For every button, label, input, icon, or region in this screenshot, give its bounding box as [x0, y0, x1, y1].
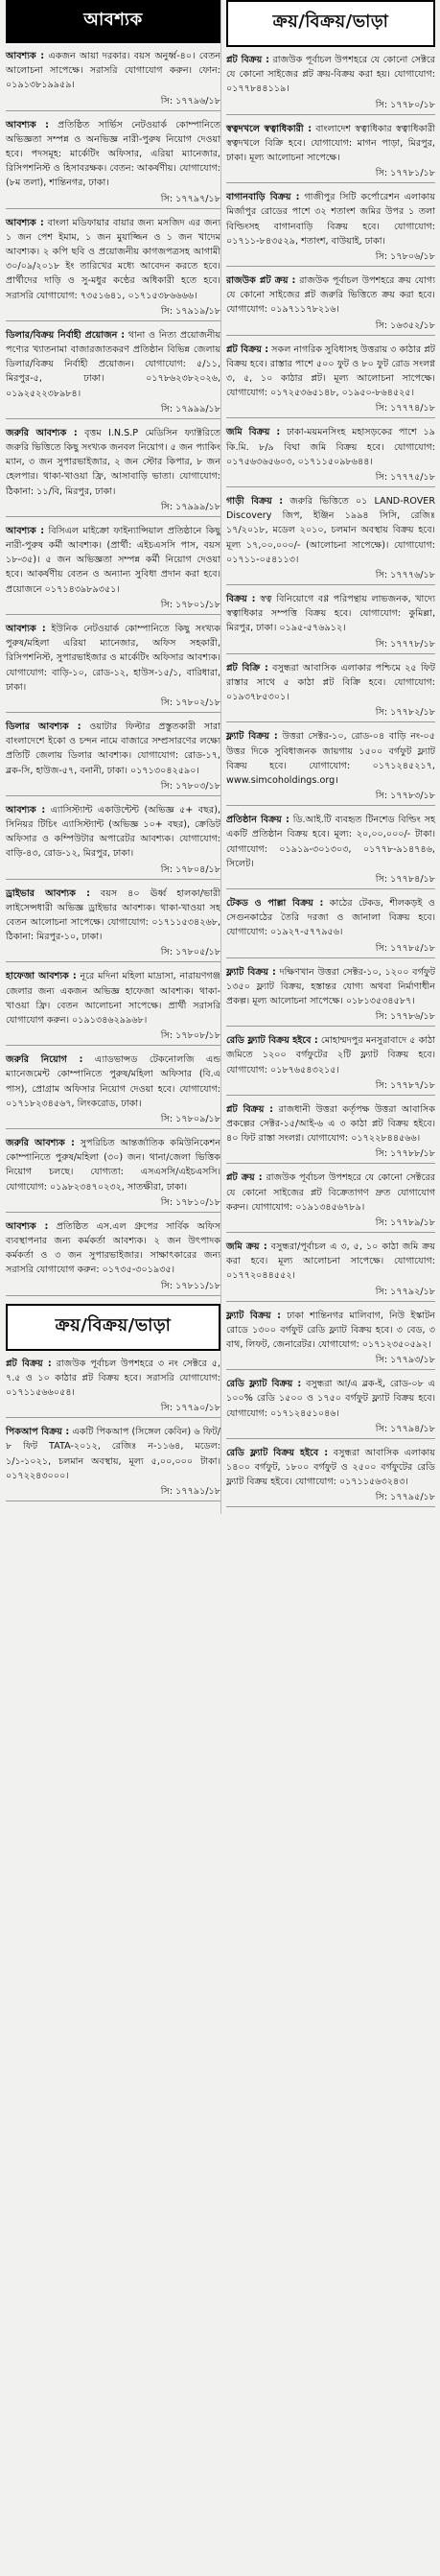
classified-ad	[226, 1170, 435, 1233]
ad-reference: সি: ১৭৭৮৩/১৮	[375, 791, 435, 802]
classified-ad	[6, 328, 220, 419]
ad-body: সুপরিচিত আন্তর্জাতিক কমিউনিকেশন কোম্পানিতে পুরুষ/মহিলা (৩০) জন। থানা/জেলা ভিত্তিক নিয়োগ চলছে। যোগ্যতা: এসএসসি/এইচএসসি। যোগাযোগ: ০১৯৮২৩৪৭০২৩২, সাতক্ষীরা, ঢাকা।	[6, 1137, 220, 1193]
classified-ad	[6, 118, 220, 209]
ad-text	[226, 190, 435, 248]
ad-divider	[226, 1026, 435, 1027]
ad-text	[6, 49, 220, 93]
ad-reference: সি: ১৭৮০৮/১৮	[160, 1030, 220, 1042]
ad-body: দক্ষিণখান উত্তরা সেক্টর-১০, ১২০০ বর্গফুট ১৩৫০ ফ্ল্যাট বিক্রয়, হস্তান্তর যোগ্য অথবা নির্মাণাধীন প্রকল্প। মূল্য আলোচনা সাপেক্ষে। ০১৮১৩৫৩৪৫৮৭।	[226, 966, 435, 1006]
ad-keyword: রেডি ফ্ল্যাট বিক্রয় :	[226, 1379, 302, 1390]
ad-text	[226, 494, 435, 567]
ad-divider	[226, 1232, 435, 1233]
ad-reference: সি: ১৭৭৮২/১৮	[375, 707, 435, 719]
section-header-buy-sell-rent: ক্রয়/বিক্রয়/ভাড়া	[226, 0, 435, 47]
ad-text	[226, 965, 435, 1009]
classified-ad	[6, 803, 220, 880]
ad-text	[6, 1357, 220, 1401]
ad-keyword: প্লট বিক্রয় :	[226, 55, 269, 65]
ad-keyword: রেডি ফ্ল্যাট বিক্রয় হইবে :	[226, 1447, 329, 1458]
ad-body: বিসিএল মাইক্রো ফাইন্যান্সিয়াল প্রতিষ্ঠানে কিছু নারী-পুরুষ কর্মী আবশ্যক। (প্রার্থী: এইচএসসি পাস, বয়স ১৮-৩৫)। ৫ জন অভিজ্ঞতা সম্পন্ন কর্মী নিয়োগ দেওয়া হবে। আকর্ষণীয় বেতন ও অন্যান্য সুবিধা প্রদান করা হবে। প্রয়োজনে ০১৭১৪৩৯৮৯৩৫১।	[6, 525, 220, 595]
ad-body: রাজউক পূর্বাচল উপশহরে ক্রয় যোগ্য যে কোনো সাইজের প্লট জরুরি ভিত্তিতে ক্রয় করা হবে। যোগাযোগ: ০১৯৭১১৭৮২১৬।	[226, 275, 435, 316]
classified-ad	[6, 1219, 220, 1296]
ad-divider	[226, 1369, 435, 1370]
classified-ad	[6, 1425, 220, 1501]
classified-ad	[6, 969, 220, 1046]
ad-divider	[226, 114, 435, 115]
ad-reference: সি: ১৭৮০৪/১৮	[160, 863, 220, 875]
ad-body: ওয়াটার ফিল্টার প্রস্তুতকারী সারা বাংলাদেশে ইকো ও চন্দন নামে বাজারে সম্প্রসারণের লক্ষ্যে প্রতিটি জেলায় ডিলার আবশ্যক। যোগাযোগ: রোড-১৭, ব্লক-সি, হাউজ-৫৭, বনানী, ঢাকা। ০১৭১৩০৪২৫৯০।	[6, 721, 220, 776]
ad-keyword: জমি বিক্রয় :	[226, 427, 281, 438]
ad-keyword: ডিলার আবশ্যক :	[6, 721, 81, 732]
ad-body: সকল নাগরিক সুবিধাসহ উত্তরায় ৩ কাঠার প্লট বিক্রয় হবে। রাস্তার পাশে ৫০০ ফুট ও ৮০ ফুট রোড সংলগ্ন ৩, ৫, ১০ কাঠার প্লট। মূল্য আলোচনা সাপেক্ষে। যোগাযোগ: ০১৭২৫৩৬৫১৪৮, ০১৯৫০-৮৬৪৫২৫।	[226, 343, 435, 399]
ad-body: গাজীপুর সিটি কর্পোরেশন এলাকায় মির্জাপুর রোডের পাশে ৩২ শতাংশ জমির উপর ১ তলা বিল্ডিংসহ বাগানবাড়ি বিক্রয় হবে। যোগাযোগ: ০১৭১১-৮৪৩৫২৯, শতাংশ, বাউয়াই, ঢাকা।	[226, 192, 435, 247]
ad-divider	[226, 1438, 435, 1439]
ad-body: মোহাম্মদপুর মনসুরাবাদে ৫ কাঠা জমিতে ১২০০ বর্গফুটের ২টি ফ্ল্যাট বিক্রয় হবে। যোগাযোগ: ০১৮৭৬৫৪৩২১৫।	[226, 1035, 435, 1075]
ad-body: স্বত্ব বিনিয়োগে বণ্ণ পরিপন্থায় লাভজনক, খাদ্যে স্বত্বাধিকার সম্পত্তি বিক্রয় হবে। যোগাযোগ: কুমিল্লা, মিরপুর, ঢাকা। ০১৯৫-৫৭৬৯১২।	[226, 594, 435, 634]
ad-divider	[6, 712, 220, 713]
ad-reference: সি: ১৭৭৯৬/১৮	[160, 95, 220, 106]
ad-divider	[226, 1095, 435, 1096]
ad-body: বসুন্ধরা আ/এ ব্লক-ই, রোড-০৮ এ ১০০% রেডি ১৫০০ ও ১৭৫০ বর্গফুট ফ্ল্যাট বিক্রয় হবে। যোগাযোগ: ০১৭১২৪৫১০৪৬।	[226, 1379, 435, 1419]
ad-text	[6, 524, 220, 597]
ad-body: নূরে মদিনা মহিলা মাদ্রাসা, নারায়ণগঞ্জ জেলার জন্য একজন অভিজ্ঞ হাফেজা আবশ্যক। থাকা-খাওয়া ফ্রি। বেতন আলোচনা সাপেক্ষে। প্রার্থী সরাসরি যোগাযোগ করুন। ০১৯১৩৪৬২৯৯৬৮।	[6, 971, 220, 1026]
ad-body: বাংলা মডিফায়ার বায়ার জন্য মসজিদ এর জন্য ১ জন পেশ ইমাম, ১ জন মুয়াজ্জিন ও ১ জন খাদেম আবশ্যক। ২ কপি ছবি ও প্রয়োজনীয় কাগজপত্রসহ আগামী ৩০/০৯/২০১৮ ইং তারিখের মধ্যে আবেদন করতে হবে। প্রার্থীদের দাড়ি ও সু-মধুর কণ্ঠের অধিকারী হতে হবে। সরাসরি যোগাযোগ: ৭৩৫১৬৪১, ০১৭১৫৩৮৬৬৬৬।	[6, 217, 220, 301]
ad-reference: সি: ১৭৭৯৪/১৮	[375, 1423, 435, 1434]
ad-divider	[6, 110, 220, 111]
ad-divider	[6, 1128, 220, 1129]
ad-keyword: আবশ্যক :	[6, 804, 46, 815]
ad-divider	[6, 418, 220, 419]
ad-reference: সি: ১৭৮১১/১৮	[160, 1280, 220, 1291]
ad-text	[6, 216, 220, 303]
ad-body: জরুরি ভিত্তিতে ০১ LAND-ROVER Discovery জিপ, ইঞ্জিন ১৯৯৪ সিসি, রেজিঃ ১৭/২০১৮, মডেল ২০১০, চলমান অবস্থায় বিক্রয় হবে। মূল্য ১৭,০০,০০০/- (আলোচনা সাপেক্ষে)। যোগাযোগ: ০১৭১১-০৫৪১১৩।	[226, 496, 435, 565]
ad-divider	[6, 320, 220, 321]
classified-ad	[226, 1377, 435, 1439]
classified-ad	[226, 896, 435, 958]
classified-ad	[6, 886, 220, 963]
ad-divider	[226, 335, 435, 336]
ad-reference: সি: ১৭৭৭৮/১৮	[375, 638, 435, 650]
ad-body: ঢাকা শান্তিনগর মালিবাগ, নিউ ইস্কাটন রোডে ১৩০০ বর্গফুট রেডি ফ্ল্যাট বিক্রয় হবে। ৩ বেড, ৩ বাথ, লিফট, জেনারেটর। যোগাযোগ: ০১৭১২৩৫০৫৯২।	[226, 1310, 435, 1350]
ad-reference: সি: ১৭৭৭৪/১৮	[375, 403, 435, 414]
ad-divider	[226, 584, 435, 585]
ad-text	[6, 886, 220, 945]
ad-body: বসুন্ধরা/পূর্বাচল এ ৩, ৫, ১০ কাঠা জমি ক্রয় করা হবে। মূল্য আলোচনা সাপেক্ষে। যোগাযোগ: ০১৭৭২০৪৪৫৫২।	[226, 1241, 435, 1282]
ad-reference: সি: ১৭৭৯২/১৮	[375, 1286, 435, 1297]
ad-body: ইউনিক নেটওয়ার্ক কোম্পানিতে কিছু সংখ্যক পুরুষ/মহিলা এরিয়া ম্যানেজার, অফিস সহকারী, রিসিপশনিস্ট, সুপারভাইজার ও মার্কেটিং অফিসার আবশ্যক। যোগাযোগ: বাড়ি-১০, রোড-১২, হাউস-১৫/১, বারিধারা, ঢাকা।	[6, 623, 220, 693]
ad-text	[6, 328, 220, 401]
classified-ad	[226, 965, 435, 1028]
classified-ad	[226, 1446, 435, 1508]
ad-divider	[226, 805, 435, 806]
ad-divider	[6, 795, 220, 796]
classified-ad	[6, 1357, 220, 1419]
ad-text	[226, 425, 435, 469]
ad-reference: সি: ১৭৭৯১/১৮	[160, 1486, 220, 1498]
ad-reference: সি: ১৭৭৮৬/১৮	[375, 1011, 435, 1023]
ad-text	[226, 1170, 435, 1215]
ad-keyword: প্লট বিক্রয় :	[6, 1358, 52, 1369]
ad-body: বসুন্ধরা আবাসিক এলাকার পশ্চিমে ২৫ ফিট রাস্তার সাথে ৫ কাঠা প্লট বিক্রি হবে। যোগাযোগ: ০১৯৩৭৮৫৩০১।	[226, 662, 435, 703]
ad-reference: সি: ১৭৭৯৫/১৮	[375, 1492, 435, 1503]
ad-keyword: ফ্ল্যাট বিক্রয় :	[226, 966, 276, 978]
ad-keyword: রাজউক প্লট ক্রয় :	[226, 275, 296, 287]
classified-ad	[226, 729, 435, 806]
classified-ad	[6, 1052, 220, 1129]
ad-text	[6, 1052, 220, 1111]
classified-ad	[6, 216, 220, 321]
ad-reference: সি: ১৭৭৯৩/১৮	[375, 1355, 435, 1366]
ad-keyword: গাড়ী বিক্রয় :	[226, 496, 284, 508]
ad-keyword: জরুরি আবশ্যক :	[6, 1137, 75, 1148]
classified-ad	[6, 720, 220, 796]
ad-text	[6, 1136, 220, 1194]
buy-sell-ads-list	[226, 53, 435, 1507]
ad-body: রাজউক পূর্বাচল উপশহরে যে কোনো সেক্টরের যে কোনো সাইজের প্লট বিক্রেতাগণ দ্রুত যোগাযোগ করুন। যোগাযোগ: ০১৯১৩৪৫৬৭৮৯।	[226, 1172, 435, 1213]
ad-body: রাজউক পূর্বাচল উপশহরে ৩ নং সেক্টরে ৫, ৭.৫ ও ১০ কাঠার প্লট বিক্রয় হবে। সরাসরি যোগাযোগ: ০১৭১১৫৬৬০৫৪।	[6, 1358, 220, 1398]
ad-keyword: প্লট বিক্রয় :	[226, 343, 269, 355]
ad-text	[6, 1425, 220, 1483]
ad-keyword: আবশ্যক :	[6, 119, 49, 130]
ad-body: ডি.আই.টি ব্যবহৃত টিনশেড বিল্ডিং সহ একটি প্রতিষ্ঠান বিক্রয় হবে। মূল্য: ২০,০০,০০০/- টাকা। যোগাযোগ: ০১৯১৯-৩০১৩০৩, ০১৭৭৮-৯১৪৭৪৬, সিলেট।	[226, 815, 435, 869]
ad-reference: সি: ১৭৯৯৯/১৮	[160, 501, 220, 512]
ad-text	[226, 661, 435, 705]
ad-text	[226, 53, 435, 97]
ad-text	[226, 1309, 435, 1353]
ad-keyword: বাগানবাড়ি বিক্রয় :	[226, 192, 300, 203]
ad-keyword: বিক্রয় :	[226, 594, 256, 605]
ad-body: একটি পিকআপ (সিঙ্গেল কেবিন) ৬ ফিট/৮ ফিট TATA-২০১২, রেজিঃ ন-১১৬৪, মডেল: ১/১-১০২১, চলমান অবস্থায়, মূল্য ৫,০০,০০০ টাকা। ০১৭২২৪৩০০০।	[6, 1427, 220, 1481]
ad-divider	[226, 266, 435, 267]
ad-reference: সি: ১৭৮০১/১৮	[160, 599, 220, 610]
ad-reference: সি: ১৭৭৮৮/১৮	[375, 1148, 435, 1160]
ad-reference: সি: ১৭৮০৫/১৮	[160, 947, 220, 958]
ad-keyword: ফ্ল্যাট বিক্রয় :	[226, 1310, 281, 1321]
ad-divider	[6, 614, 220, 615]
ad-reference: সি: ১৭৮০২/১৮	[160, 697, 220, 708]
ad-keyword: টেকড ও পাল্লা বিক্রয় :	[226, 897, 324, 909]
ad-divider	[226, 417, 435, 418]
ad-keyword: জরুরি নিয়োগ :	[6, 1054, 83, 1066]
classified-ad	[226, 53, 435, 115]
section-header-buy-sell-rent-left: ক্রয়/বিক্রয়/ভাড়া	[6, 1304, 220, 1351]
classified-ad	[6, 426, 220, 517]
ad-text	[6, 1219, 220, 1278]
classified-ad	[6, 1136, 220, 1213]
classified-ad	[226, 813, 435, 889]
ad-reference: সি: ১৬৩৫২/১৮	[375, 319, 435, 331]
buy-sell-ads-list-left	[6, 1357, 220, 1501]
ad-divider	[6, 961, 220, 962]
classified-ad	[226, 343, 435, 419]
ad-text	[226, 1033, 435, 1077]
ad-keyword: পিকআপ বিক্রয় :	[6, 1427, 70, 1438]
ad-body: এ্যাসিস্ট্যান্ট একাউন্টেন্ট (অভিজ্ঞ ৫+ বছর), সিনিয়র টিচিং এ্যাসিস্ট্যান্ট (অভিজ্ঞ ১০+ বছর), ক্রেডিট অফিসার ও কম্পিউটার অপারেটর আবশ্যক। যোগাযোগ: বাড়ি-৪৩, রোড-১২, মিরপুর, ঢাকা।	[6, 804, 220, 860]
classified-ad	[6, 524, 220, 615]
ad-body: বাংলাদেশ স্বত্বাধিকার স্বত্বাধিকারী স্বত্বদখলে বিক্রি হবে। যোগাযোগ: মাগন পাড়া, মিরপুর, ঢাকা। মূল্য আলোচনা সাপেক্ষে।	[226, 123, 435, 164]
left-column	[6, 0, 220, 1508]
ad-keyword: আবশ্যক :	[6, 51, 45, 61]
ad-divider	[226, 957, 435, 958]
ad-body: এ্যাডভান্সড টেকনোলজি এন্ড ম্যানেজমেন্ট কোম্পানিতে পুরুষ/মহিলা অফিসার (বি.এ পাস), প্রোগ্রাম অফিসার নিয়োগ দেওয়া হবে। যোগাযোগ: ০১৭১৮২৩৪৫৬৭, লিংকরোড, ঢাকা।	[6, 1054, 220, 1109]
ad-keyword: স্বত্বদখলে স্বত্বাধিকারী :	[226, 123, 313, 134]
ad-divider	[6, 1417, 220, 1418]
ad-text	[226, 1102, 435, 1146]
ad-reference: সি: ১৭৭৮৫/১৮	[375, 942, 435, 954]
ad-divider	[6, 879, 220, 880]
section-header-wanted: আবশ্যক	[6, 0, 220, 43]
ad-body: উত্তরা সেক্টর-১০, রোড-০৪ বাড়ি নং-০৫ উত্তর দিকে সুবিধাজনক জায়গায় ১৫০০ বর্গফুট ফ্ল্যাট বিক্রয় হবে। যোগাযোগ: ০১৭১২৪৫২১৭, www.simcoholdings.org।	[226, 731, 435, 786]
ad-reference: সি: ১৭৯৯৯/১৮	[160, 403, 220, 414]
ad-body: প্রতিষ্ঠিত সার্ভিস নেটওয়ার্ক কোম্পানিতে অভিজ্ঞতা সম্পন্ন ও অনভিজ্ঞ নারী-পুরুষ নিয়োগ দেওয়া হবে। পদসমূহ: মার্কেটিং অফিসার, এরিয়া ম্যানেজার, রিসিপশনিস্ট ও হিসাবরক্ষক। বেতন: আকর্ষণীয়। যোগাযোগ: (৮ম তলা), শান্তিনগর, ঢাকা।	[6, 119, 220, 189]
ad-text	[226, 273, 435, 318]
ad-reference: সি: ১৭৭৮৪/১৮	[375, 873, 435, 885]
classified-ad	[226, 1309, 435, 1371]
ad-keyword: জমি ক্রয় :	[226, 1241, 267, 1252]
ad-keyword: প্লট ক্রয় :	[226, 1172, 263, 1184]
ad-body: ঢাকা-ময়মনসিংহ মহাসড়কের পাশে ১৯ কি.মি. ৮/৯ বিঘা জমি বিক্রয় হবে। যোগাযোগ: ০১৭৫৬৩৬৫৬০৩, ০১৭১১৫০৯৮৬৪৪।	[226, 427, 435, 467]
classified-ad	[226, 1033, 435, 1096]
ad-keyword: আবশ্যক :	[6, 623, 46, 634]
ad-text	[226, 1240, 435, 1284]
ad-text	[226, 896, 435, 940]
ad-keyword: জরুরি আবশ্যক :	[6, 427, 78, 438]
ad-body: রাজধানী উত্তরা কর্তৃপক্ষ উত্তরা আবাসিক প্রকল্পের সেক্টর-১৫/আই-৬ এ ৩ কাঠা প্লট বিক্রয় হইবে। ৪০ ফিট রাস্তা সংলগ্ন। যোগাযোগ: ০১৭২২৮৪৪৫৬৬।	[226, 1103, 435, 1145]
ad-body: একজন আয়া দরকার। বয়স অনুর্ধ্ব-৪০। বেতন আলোচনা সাপেক্ষে। সরাসরি যোগাযোগ করুন। ফোন: ০১৯১৩৮১৯৯৫৯।	[6, 51, 221, 91]
ad-text	[226, 813, 435, 871]
ad-body: কাঠের টেকড, শীলকড়ই ও সেগুনকাঠের তৈরি দরজা ও জানালা বিক্রয় হবে। যোগাযোগ: ০১৯২৭-৫৭৭৯৫৬।	[226, 897, 435, 938]
ad-divider	[226, 1506, 435, 1507]
ad-keyword: রেডি ফ্ল্যাট বিক্রয় হইবে :	[226, 1035, 318, 1047]
ad-text	[6, 426, 220, 499]
ad-body: বয়স ৪০ ঊর্ধ্ব হালকা/ভারী লাইসেন্সধারী অভিজ্ঞ ড্রাইভার আবশ্যক। থাকা-খাওয়া সহ বেতন আলোচনা সাপেক্ষে। যোগাযোগ: ০১৭১১৫৩৪২৬৮, ঠিকানা: মিরপুর-১০, ঢাকা।	[6, 887, 220, 943]
ad-reference: সি: ১৭৯১৯/১৮	[160, 305, 220, 317]
ad-text	[6, 969, 220, 1028]
ad-divider	[226, 721, 435, 722]
ad-text	[226, 343, 435, 401]
classified-ad	[226, 190, 435, 267]
ad-keyword: আবশ্যক :	[6, 1220, 49, 1232]
ad-divider	[226, 486, 435, 487]
ad-reference: সি: ১৭৭৮১/১৮	[375, 168, 435, 179]
ad-text	[226, 1446, 435, 1490]
ad-text	[226, 122, 435, 166]
ad-text	[6, 720, 220, 778]
classified-ad	[226, 1102, 435, 1165]
classified-ad	[226, 273, 435, 336]
classified-ad	[6, 622, 220, 713]
ad-divider	[6, 1045, 220, 1046]
ad-keyword: আবশ্যক :	[6, 217, 44, 228]
ad-keyword: প্লট বিক্রি :	[226, 662, 268, 674]
right-column	[220, 0, 435, 1514]
ad-body: রাজউক পূর্বাচল উপশহরে যে কোনো সেক্টরে যে কোনো সাইজের প্লট ক্রয়-বিক্রয় করা হয়। যোগাযোগ: ০১৭৭৮৪৪১১৯।	[226, 55, 435, 95]
ad-text	[6, 118, 220, 191]
ad-keyword: প্লট বিক্রয় :	[226, 1103, 273, 1115]
ad-keyword: ফ্ল্যাট বিক্রয় :	[226, 731, 278, 743]
wanted-ads-list	[6, 49, 220, 1296]
classified-ad	[226, 592, 435, 654]
ad-body: বসুন্ধরা আবাসিক এলাকায় ১৪০০ বর্গফুট, ১৮০০ বর্গফুট ও ২৫০০ বর্গফুটের রেডি ফ্ল্যাট বিক্রয় হইবে। যোগাযোগ: ০১৭১১৫৬৩২৪৩।	[226, 1447, 435, 1488]
ad-divider	[226, 888, 435, 889]
ad-divider	[6, 1212, 220, 1213]
ad-divider	[6, 208, 220, 209]
ad-text	[6, 622, 220, 695]
ad-text	[6, 803, 220, 862]
ad-reference: সি: ১৭৭৭৬/১৮	[375, 570, 435, 581]
ad-text	[226, 1377, 435, 1421]
classified-ad	[226, 1240, 435, 1302]
ad-divider	[226, 182, 435, 183]
ad-text	[226, 592, 435, 636]
ad-reference: সি: ১৭৭৮৭/১৮	[375, 1079, 435, 1091]
ad-reference: সি: ১৭৮০৬/১৮	[375, 251, 435, 263]
ad-reference: সি: ১৭৭৯০/১৮	[160, 1403, 220, 1414]
ad-divider	[226, 1301, 435, 1302]
classified-ad	[226, 122, 435, 184]
ad-keyword: আবশ্যক :	[6, 525, 45, 536]
ad-reference: সি: ১৭৮০৯/১৮	[160, 1113, 220, 1124]
ad-reference: সি: ১৭৭৮৯/১৮	[375, 1217, 435, 1228]
ad-reference: সি: ১৭৮০৩/১৮	[160, 780, 220, 792]
ad-reference: সি: ১৭৭৯৭/১৮	[160, 193, 220, 204]
ad-body: বৃত্তম I.N.S.P মেডিসিন ফ্যাক্টরিতে জরুরি ভিত্তিতে কিছু সংখ্যক জনবল নিয়োগ। ৫ জন প্যাকিং ম্যান, ৩ জন সুপারভাইজার, ২ জন স্টোর কিপার, ৮ জন হেলপার। থাকা-খাওয়া ফ্রি, আসাবাড়ি ভাতা। যোগাযোগ: ঠিকানা: ১১/বি, মিরপুর, ঢাকা।	[6, 427, 221, 497]
ad-keyword: ড্রাইভার আবশ্যক :	[6, 887, 90, 899]
classified-ad	[226, 425, 435, 487]
ad-divider	[6, 1295, 220, 1296]
ad-divider	[226, 1163, 435, 1164]
ad-reference: সি: ১৭৭৭৫/১৮	[375, 472, 435, 484]
ad-keyword: ডিলার/বিক্রয় নির্বাহী প্রয়োজন :	[6, 329, 126, 341]
ad-reference: সি: ১৭৭৮০/১৮	[375, 99, 435, 110]
ad-body: প্রতিষ্ঠিত এস.এল গ্রুপের সার্বিক অফিস ব্যবস্থাপনার জন্য কর্মকর্তা আবশ্যক। ২ জন উৎপাদক কর্মকর্তা ও ৩ জন সুপারভাইজার। সাক্ষাৎকারের জন্য সরাসরি যোগাযোগ করুন: ০১৭৩৫-৩০১৯৩৫।	[6, 1220, 220, 1276]
ad-reference: সি: ১৭৮১০/১৮	[160, 1196, 220, 1208]
classified-ad	[6, 49, 220, 111]
ad-keyword: হাফেজা আবশ্যক :	[6, 971, 77, 982]
ad-divider	[226, 653, 435, 654]
ad-divider	[6, 516, 220, 517]
classified-ad	[226, 494, 435, 585]
ad-body: থানা ও নিত্য প্রয়োজনীয় পণ্যের খ্যাতনামা বাজারজাতকরণ প্রতিষ্ঠান বিভিন্ন জেলায় ডিলার/বিক্রয় নির্বাহী প্রয়োজন। যোগাযোগ: ৫/১১, মিরপুর-৫, ঢাকা। ০১৭৮৬২৩৮২০২৬, ০১৯২৫২২৩৮৯৮৪।	[6, 329, 220, 399]
classified-ad	[226, 661, 435, 723]
ad-keyword: প্রতিষ্ঠান বিক্রয় :	[226, 815, 289, 826]
ad-text	[226, 729, 435, 788]
